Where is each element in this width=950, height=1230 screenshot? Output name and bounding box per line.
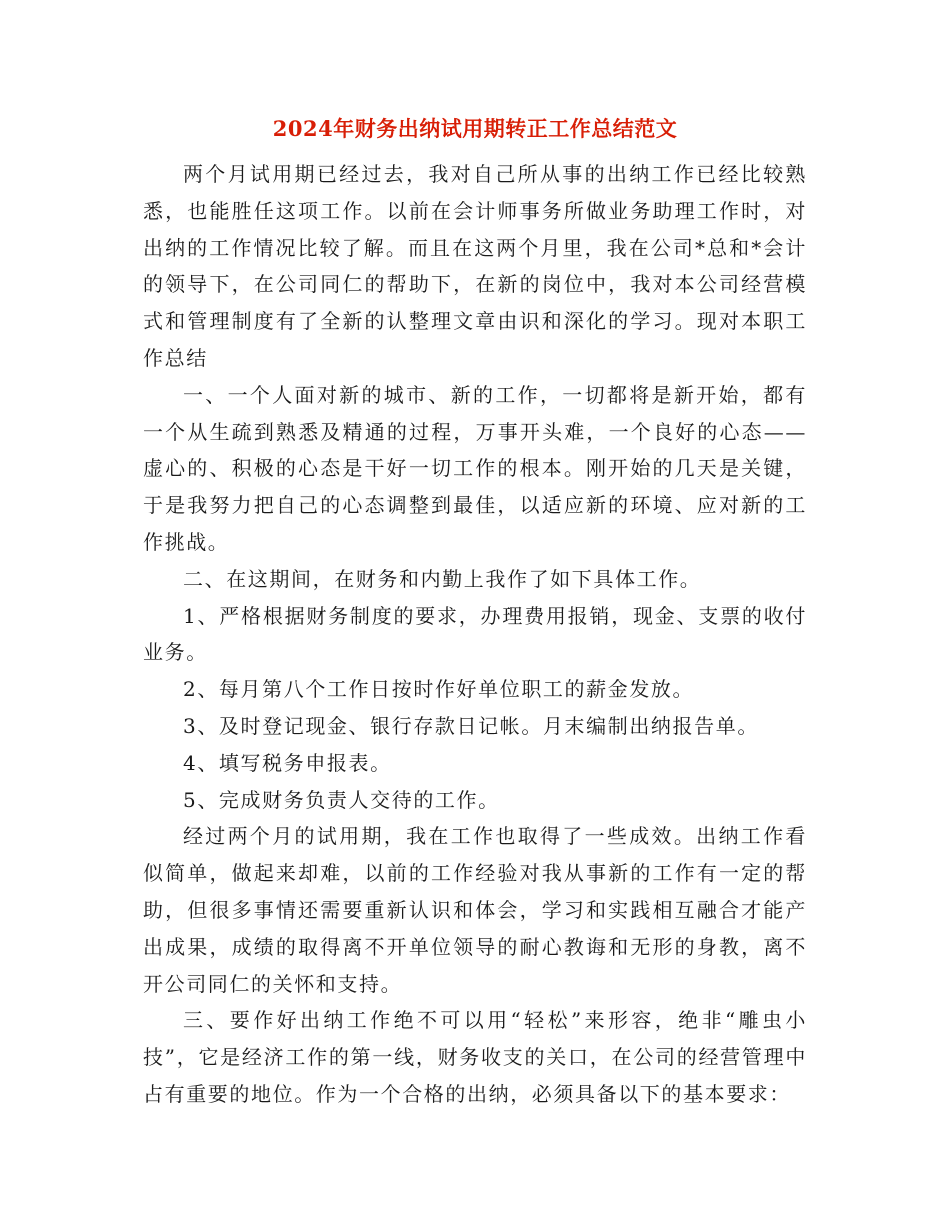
paragraph-item-5: 5、完成财务负责人交待的工作。 xyxy=(183,787,500,812)
paragraph-item-1: 1、严格根据财务制度的要求，办理费用报销，现金、支票的收付业务。 xyxy=(143,603,807,665)
paragraph-section-three: 三、要作好出纳工作绝不可以用“轻松”来形容，绝非“雕虫小技”，它是经济工作的第一线，财务收支的关口，在公司的经营管理中占有重要的地位。作为一个合格的出纳，必须具备以下的基本要求： xyxy=(143,1008,807,1106)
paragraph-intro: 两个月试用期已经过去，我对自己所从事的出纳工作已经比较熟悉，也能胜任这项工作。以前在会计师事务所做业务助理工作时，对出纳的工作情况比较了解。而且在这两个月里，我在公司*总和*会计的领导下，在公司同仁的帮助下，在新的岗位中，我对本公司经营模式和管理制度有了全新的认整理文章由识和深化的学习。现对本职工作总结 xyxy=(143,162,807,370)
document-title: 2024年财务出纳试用期转正工作总结范文 xyxy=(272,116,678,141)
paragraph-section-one: 一、一个人面对新的城市、新的工作，一切都将是新开始，都有一个从生疏到熟悉及精通的过程，万事开头难，一个良好的心态——虚心的、积极的心态是干好一切工作的根本。刚开始的几天是关键，于是我努力把自己的心态调整到最佳，以适应新的环境、应对新的工作挑战。 xyxy=(143,382,807,554)
paragraph-item-3: 3、及时登记现金、银行存款日记帐。月末编制出纳报告单。 xyxy=(183,713,759,738)
paragraph-item-2: 2、每月第八个工作日按时作好单位职工的薪金发放。 xyxy=(183,677,695,702)
paragraph-results: 经过两个月的试用期，我在工作也取得了一些成效。出纳工作看似简单，做起来却难，以前的工作经验对我从事新的工作有一定的帮助，但很多事情还需要重新认识和体会，学习和实践相互融合才能产出成果，成绩的取得离不开单位领导的耐心教诲和无形的身教，离不开公司同仁的关怀和支持。 xyxy=(143,824,807,996)
paragraph-item-4: 4、填写税务申报表。 xyxy=(183,750,392,775)
document-body xyxy=(143,156,807,1113)
paragraph-section-two: 二、在这期间，在财务和内勤上我作了如下具体工作。 xyxy=(183,566,702,591)
